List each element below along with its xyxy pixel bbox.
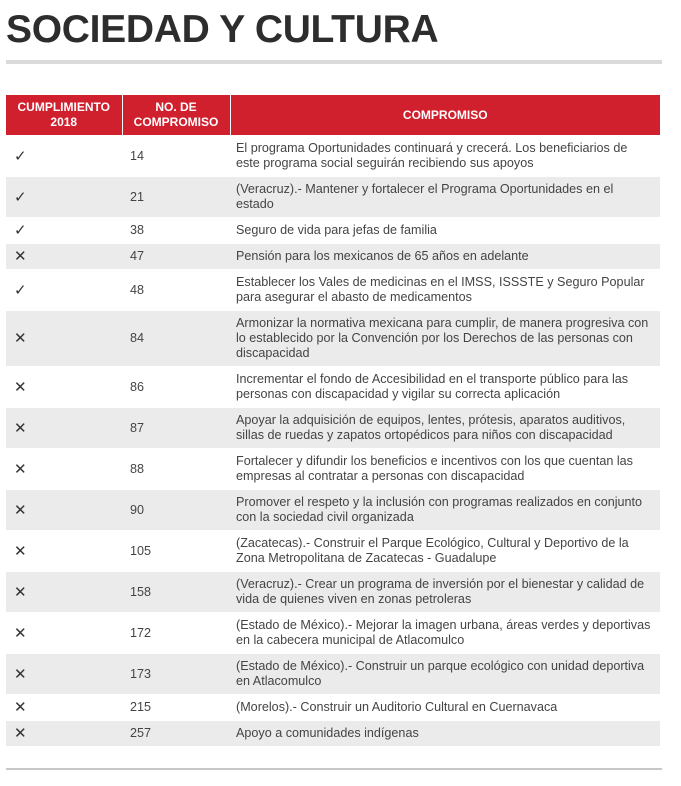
cross-icon: ✕ xyxy=(6,721,122,747)
table-row xyxy=(6,721,660,747)
commitment-text: Seguro de vida para jefas de familia xyxy=(230,218,660,244)
table-row xyxy=(6,408,660,449)
commitment-text: Incrementar el fondo de Accesibilidad en el transporte público para las personas con discapacidad y vigilar su correcta aplicación xyxy=(230,367,660,408)
commitment-text: Armonizar la normativa mexicana para cumplir, de manera progresiva con lo establecido por la Convención por los Derechos de las personas con discapacidad xyxy=(230,311,660,367)
commitment-text: Pensión para los mexicanos de 65 años en adelante xyxy=(230,244,660,270)
check-icon: ✓ xyxy=(6,136,122,177)
commitment-number: 21 xyxy=(122,177,230,218)
header-compromiso: COMPROMISO xyxy=(230,95,660,136)
table-row xyxy=(6,572,660,613)
cross-icon: ✕ xyxy=(6,490,122,531)
commitment-text: Promover el respeto y la inclusión con programas realizados en conjunto con la sociedad civil organizada xyxy=(230,490,660,531)
cross-icon: ✕ xyxy=(6,449,122,490)
bottom-divider xyxy=(6,768,662,770)
commitment-number: 88 xyxy=(122,449,230,490)
commitment-number: 257 xyxy=(122,721,230,747)
commitment-text: Establecer los Vales de medicinas en el IMSS, ISSSTE y Seguro Popular para asegurar el abasto de medicamentos xyxy=(230,270,660,311)
table-row xyxy=(6,244,660,270)
commitment-text: (Zacatecas).- Construir el Parque Ecológico, Cultural y Deportivo de la Zona Metropolitana de Zacatecas - Guadalupe xyxy=(230,531,660,572)
cross-icon: ✕ xyxy=(6,572,122,613)
commitment-number: 172 xyxy=(122,613,230,654)
cross-icon: ✕ xyxy=(6,695,122,721)
cross-icon: ✕ xyxy=(6,531,122,572)
commitment-text: (Veracruz).- Crear un programa de inversión por el bienestar y calidad de vida de quienes viven en zonas petroleras xyxy=(230,572,660,613)
table-row xyxy=(6,177,660,218)
table-row xyxy=(6,490,660,531)
table-row xyxy=(6,654,660,695)
check-icon: ✓ xyxy=(6,270,122,311)
commitment-number: 86 xyxy=(122,367,230,408)
table-row xyxy=(6,270,660,311)
table-row xyxy=(6,613,660,654)
commitment-number: 90 xyxy=(122,490,230,531)
commitment-number: 105 xyxy=(122,531,230,572)
commitment-number: 87 xyxy=(122,408,230,449)
table-row xyxy=(6,218,660,244)
commitment-text: (Estado de México).- Mejorar la imagen urbana, áreas verdes y deportivas en la cabecera municipal de Atlacomulco xyxy=(230,613,660,654)
commitment-number: 215 xyxy=(122,695,230,721)
commitment-number: 48 xyxy=(122,270,230,311)
commitment-text: (Veracruz).- Mantener y fortalecer el Programa Oportunidades en el estado xyxy=(230,177,660,218)
table-row xyxy=(6,449,660,490)
cross-icon: ✕ xyxy=(6,244,122,270)
page-title: SOCIEDAD Y CULTURA xyxy=(6,8,439,51)
commitment-text: El programa Oportunidades continuará y crecerá. Los beneficiarios de este programa social seguirán recibiendo sus apoyos xyxy=(230,136,660,177)
commitment-text: Fortalecer y difundir los beneficios e incentivos con los que cuentan las empresas al contratar a personas con discapacidad xyxy=(230,449,660,490)
cross-icon: ✕ xyxy=(6,408,122,449)
commitment-number: 173 xyxy=(122,654,230,695)
commitment-text: Apoyar la adquisición de equipos, lentes, prótesis, aparatos auditivos, sillas de ruedas y zapatos ortopédicos para niños con discapacidad xyxy=(230,408,660,449)
commitment-number: 158 xyxy=(122,572,230,613)
check-icon: ✓ xyxy=(6,177,122,218)
check-icon: ✓ xyxy=(6,218,122,244)
cross-icon: ✕ xyxy=(6,367,122,408)
commitment-text: (Estado de México).- Construir un parque ecológico con unidad deportiva en Atlacomulco xyxy=(230,654,660,695)
commitment-text: Apoyo a comunidades indígenas xyxy=(230,721,660,747)
header-cumplimiento: CUMPLIMIENTO 2018 xyxy=(6,95,122,136)
commitment-number: 14 xyxy=(122,136,230,177)
commitment-number: 84 xyxy=(122,311,230,367)
cross-icon: ✕ xyxy=(6,654,122,695)
title-divider xyxy=(6,60,662,64)
cross-icon: ✕ xyxy=(6,311,122,367)
commitments-table xyxy=(6,95,660,746)
cross-icon: ✕ xyxy=(6,613,122,654)
commitment-number: 47 xyxy=(122,244,230,270)
table-row xyxy=(6,311,660,367)
commitment-text: (Morelos).- Construir un Auditorio Cultural en Cuernavaca xyxy=(230,695,660,721)
table-row xyxy=(6,136,660,177)
table-header-row xyxy=(6,95,660,136)
table-row xyxy=(6,367,660,408)
header-numero: NO. DE COMPROMISO xyxy=(122,95,230,136)
table-row xyxy=(6,531,660,572)
table-row xyxy=(6,695,660,721)
commitment-number: 38 xyxy=(122,218,230,244)
